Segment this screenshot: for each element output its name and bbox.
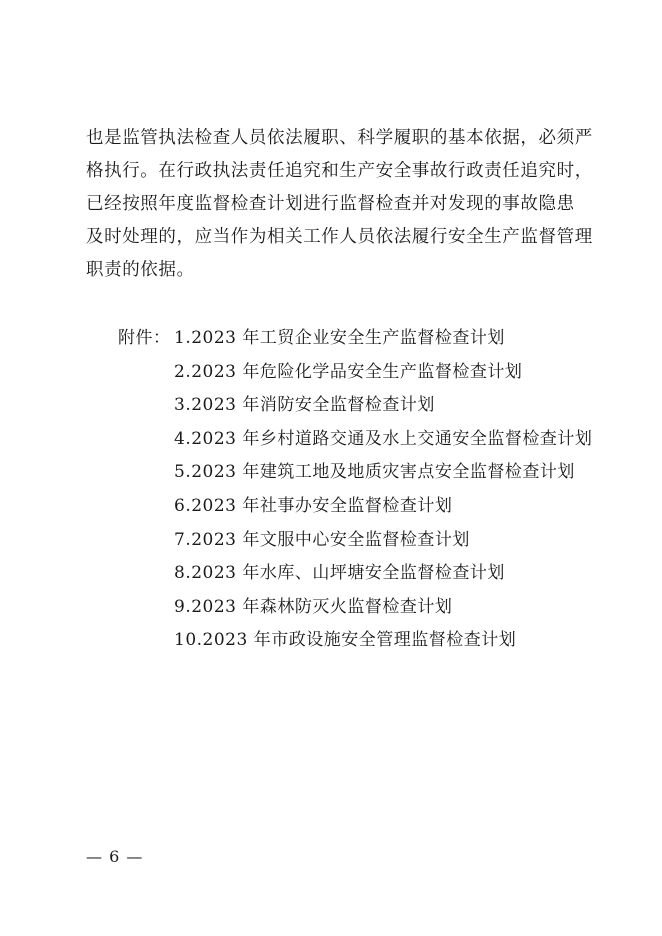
attachment-item: [118, 389, 598, 423]
attachment-text: 1.2023 年工贸企业安全生产监督检查计划: [174, 328, 505, 348]
attachment-text: 2.2023 年危险化学品安全生产监督检查计划: [174, 361, 523, 382]
attachment-text: 3.2023 年消防安全监督检查计划: [174, 395, 435, 416]
attachment-list: [118, 322, 598, 658]
attachment-item: [118, 557, 598, 591]
attachment-text: 4.2023 年乡村道路交通及水上交通安全监督检查计划: [174, 428, 593, 449]
body-line: 及时处理的，应当作为相关工作人员依法履行安全生产监督管理: [86, 227, 593, 247]
attachment-item: [118, 624, 598, 658]
attachment-item: [118, 322, 598, 356]
attachment-text: 8.2023 年水库、山坪塘安全监督检查计划: [174, 563, 505, 584]
page-number: — 6 —: [86, 847, 144, 866]
attachment-item: [118, 524, 598, 558]
body-paragraph: [86, 122, 593, 287]
attachment-item: [118, 591, 598, 625]
attachment-item: [118, 423, 598, 457]
body-line: 职责的依据。: [86, 260, 195, 280]
attachment-item: [118, 490, 598, 524]
attachment-text: 6.2023 年社事办安全监督检查计划: [174, 495, 453, 516]
body-line: 也是监管执法检查人员依法履职、科学履职的基本依据，必须严: [86, 128, 593, 148]
attachment-label: 附件：: [118, 328, 171, 348]
attachment-text: 10.2023 年市政设施安全管理监督检查计划: [174, 630, 517, 651]
attachment-item: [118, 456, 598, 490]
attachment-text: 5.2023 年建筑工地及地质灾害点安全监督检查计划: [174, 462, 575, 483]
attachment-item: [118, 356, 598, 390]
attachment-text: 9.2023 年森林防灭火监督检查计划: [174, 596, 453, 617]
body-line: 已经按照年度监督检查计划进行监督检查并对发现的事故隐患: [86, 194, 575, 214]
body-line: 格执行。在行政执法责任追究和生产安全事故行政责任追究时，: [86, 161, 593, 181]
attachment-text: 7.2023 年文服中心安全监督检查计划: [174, 529, 470, 550]
